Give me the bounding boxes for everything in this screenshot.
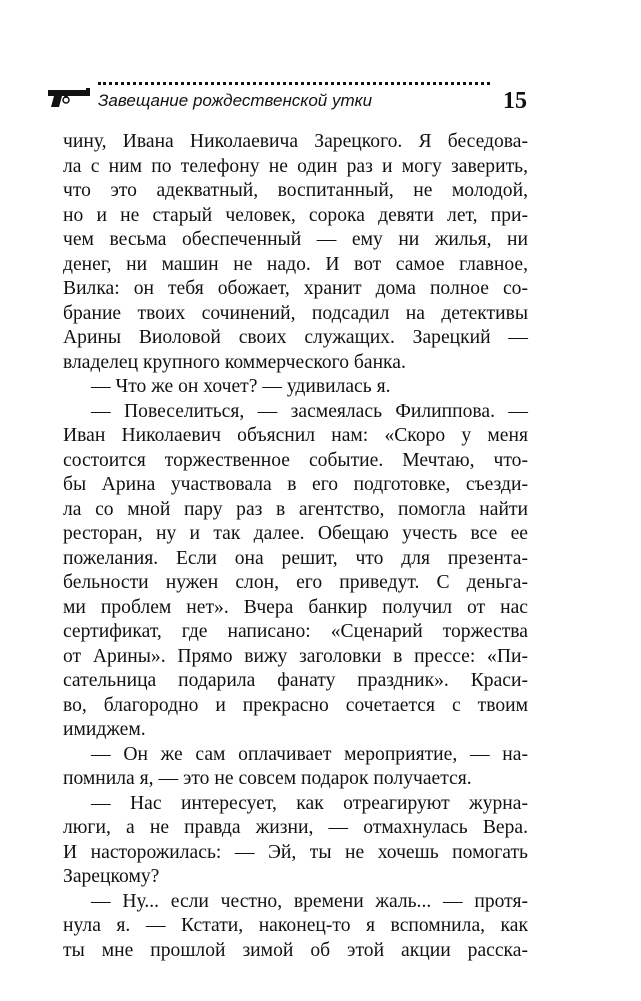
text-line: бы Арина участвовала в его подготовке, съезди-: [63, 474, 528, 495]
text-line: Арины Виоловой своих служащих. Зарецкий —: [63, 327, 528, 348]
text-line: Зарецкому?: [63, 866, 160, 887]
text-line: — Нас интересует, как отреагируют журна-: [91, 792, 528, 814]
text-line: состоится торжественное событие. Мечтаю, что-: [63, 449, 528, 471]
text-line: но и не старый человек, сорока девяти лет, при-: [63, 204, 528, 226]
text-line: денег, ни машин не надо. И вот самое главное,: [63, 253, 528, 275]
text-line: ми проблем нет». Вчера банкир получил от нас: [63, 596, 528, 618]
text-line: брание твоих сочинений, подсадил на детективы: [63, 302, 528, 324]
text-line: Вилка: он тебя обожает, хранит дома полное со-: [63, 278, 528, 299]
text-line: от Арины». Прямо вижу заголовки в прессе: «Пи-: [63, 645, 528, 667]
text-line: ты мне прошлой зимой об этой акции расска-: [63, 939, 528, 961]
text-line: ла со мной пару раз в агентство, помогла найти: [63, 498, 528, 520]
text-line: сертификат, где написано: «Сценарий торжества: [63, 621, 528, 642]
text-line: ла с ним по телефону не один раз и могу заверить,: [63, 155, 528, 177]
text-line: пожелания. Если она решит, что для презента-: [63, 547, 528, 569]
body-text: [63, 130, 528, 963]
text-line: чину, Ивана Николаевича Зарецкого. Я беседова-: [63, 131, 528, 152]
text-line: нула я. — Кстати, наконец-то я вспомнила, как: [63, 915, 528, 936]
text-line: чем весьма обеспеченный — ему ни жилья, ни: [63, 229, 528, 250]
revolver-icon: [46, 85, 92, 111]
header-dotted-rule: [98, 82, 490, 85]
text-line: имиджем.: [63, 719, 146, 740]
text-line: помнила я, — это не совсем подарок получается.: [63, 768, 472, 789]
text-line: — Ну... если честно, времени жаль... — протя-: [91, 890, 528, 912]
text-line: сательница подарила фанату праздник». Краси-: [63, 670, 528, 691]
text-line: люги, а не правда жизни, — отмахнулась Вера.: [63, 817, 528, 838]
text-line: — Он же сам оплачивает мероприятие, — на-: [91, 743, 528, 765]
page-header: [38, 72, 538, 118]
text-line: во, благородно и прекрасно сочетается с твоим: [63, 694, 528, 716]
text-line: ресторан, ну и так далее. Обещаю учесть все ее: [63, 523, 528, 544]
text-line: — Что же он хочет? — удивилась я.: [91, 376, 391, 397]
text-line: что это адекватный, воспитанный, не молодой,: [63, 180, 528, 201]
page-number: 15: [503, 88, 527, 114]
text-line: — Повеселиться, — засмеялась Филиппова. —: [91, 400, 528, 422]
text-line: бельности нужен слон, его приведут. С деньга-: [63, 572, 528, 593]
text-line: Иван Николаевич объяснил нам: «Скоро у меня: [63, 425, 528, 446]
text-line: И насторожилась: — Эй, ты не хочешь помогать: [63, 841, 528, 863]
text-line: владелец крупного коммерческого банка.: [63, 351, 406, 373]
running-title: Завещание рождественской утки: [98, 91, 373, 110]
